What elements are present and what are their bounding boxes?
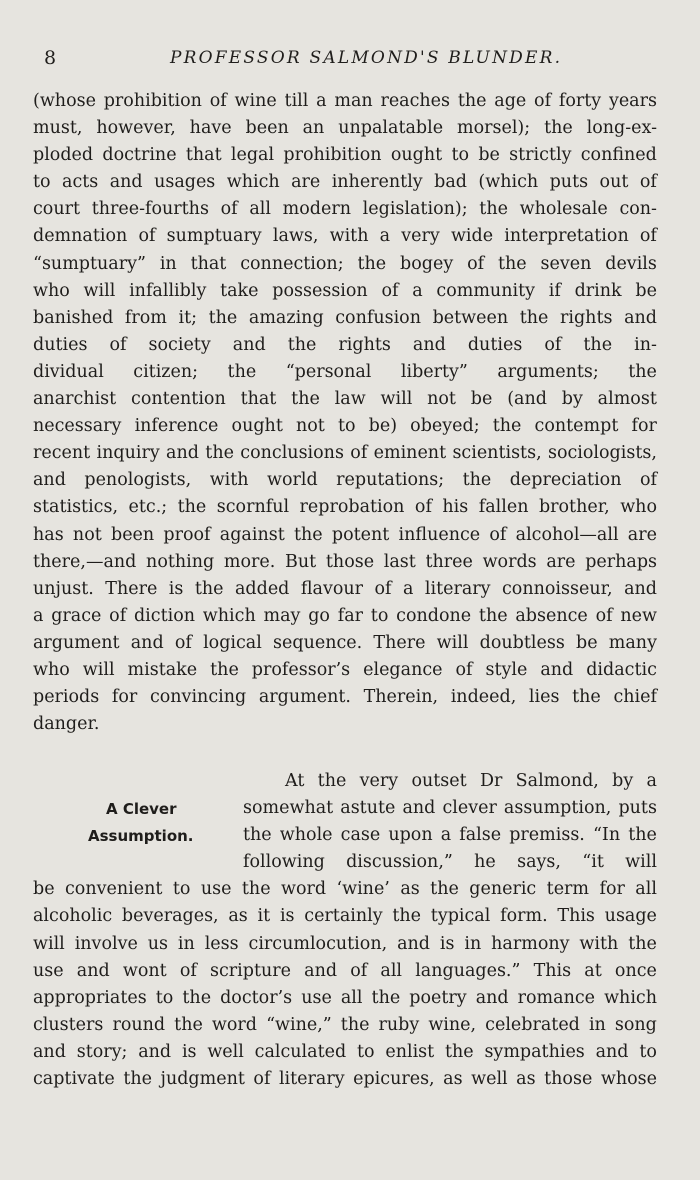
text-line: anarchist contention that the law will not be (and by almost: [33, 389, 657, 410]
text-line: will involve us in less circumlocution, and is in harmony with the: [33, 933, 657, 954]
paragraph-1: [33, 88, 657, 738]
text-line: clusters round the word “wine,” the ruby wine, celebrated in song: [33, 1014, 657, 1035]
text-line: captivate the judgment of literary epicures, as well as those whose: [33, 1069, 657, 1090]
text-line: At the very outset Dr Salmond, by a: [285, 771, 657, 791]
text-line: a grace of diction which may go far to condone the absence of new: [33, 605, 657, 626]
text-line: alcoholic beverages, as it is certainly the typical form. This usage: [33, 906, 657, 927]
text-line: to acts and usages which are inherently bad (which puts out of: [33, 172, 657, 193]
text-line: use and wont of scripture and of all languages.” This at once: [33, 960, 657, 981]
sidenote-heading-line-2: Assumption.: [88, 827, 194, 845]
text-line: demnation of sumptuary laws, with a very wide interpretation of: [33, 226, 657, 247]
text-line: must, however, have been an unpalatable morsel); the long-ex-: [33, 118, 657, 139]
text-line: unjust. There is the added flavour of a literary connoisseur, and: [33, 578, 657, 599]
text-line: dividual citizen; the “personal liberty” arguments; the: [33, 361, 657, 382]
text-line: be convenient to use the word ‘wine’ as the generic term for all: [33, 879, 657, 900]
text-line: necessary inference ought not to be) obeyed; the contempt for: [33, 416, 657, 437]
running-title: PROFESSOR SALMOND'S BLUNDER.: [170, 48, 563, 68]
text-line: statistics, etc.; the scornful reprobation of his fallen brother, who: [33, 497, 657, 518]
page-number: 8: [44, 47, 57, 69]
text-line: recent inquiry and the conclusions of eminent scientists, sociologists,: [33, 443, 657, 464]
text-line: periods for convincing argument. Therein, indeed, lies the chief: [33, 687, 657, 708]
page-header: [0, 47, 700, 77]
text-line: somewhat astute and clever assumption, puts: [243, 798, 657, 819]
text-line: who will infallibly take possession of a community if drink be: [33, 280, 657, 301]
sidenote-heading-line-1: A Clever: [106, 800, 177, 818]
text-line: court three-fourths of all modern legislation); the wholesale con-: [33, 199, 657, 220]
text-line: and story; and is well calculated to enlist the sympathies and to: [33, 1041, 657, 1062]
text-line: has not been proof against the potent influence of alcohol—all are: [33, 524, 657, 545]
text-line: danger.: [33, 714, 100, 735]
text-line: banished from it; the amazing confusion between the rights and: [33, 307, 657, 328]
text-line: (whose prohibition of wine till a man reaches the age of forty years: [33, 91, 657, 111]
text-line: argument and of logical sequence. There will doubtless be many: [33, 632, 657, 653]
text-line: ploded doctrine that legal prohibition ought to be strictly confined: [33, 145, 657, 166]
text-line: appropriates to the doctor’s use all the poetry and romance which: [33, 987, 657, 1008]
text-line: there,—and nothing more. But those last three words are perhaps: [33, 551, 657, 572]
text-line: following discussion,” he says, “it will: [243, 852, 657, 873]
text-line: duties of society and the rights and duties of the in-: [33, 334, 657, 355]
text-line: “sumptuary” in that connection; the bogey of the seven devils: [33, 253, 657, 274]
text-line: who will mistake the professor’s elegance of style and didactic: [33, 659, 657, 680]
text-line: the whole case upon a false premiss. “In the: [243, 825, 657, 846]
text-line: and penologists, with world reputations; the depreciation of: [33, 470, 657, 491]
paragraph-2: [33, 768, 657, 1093]
